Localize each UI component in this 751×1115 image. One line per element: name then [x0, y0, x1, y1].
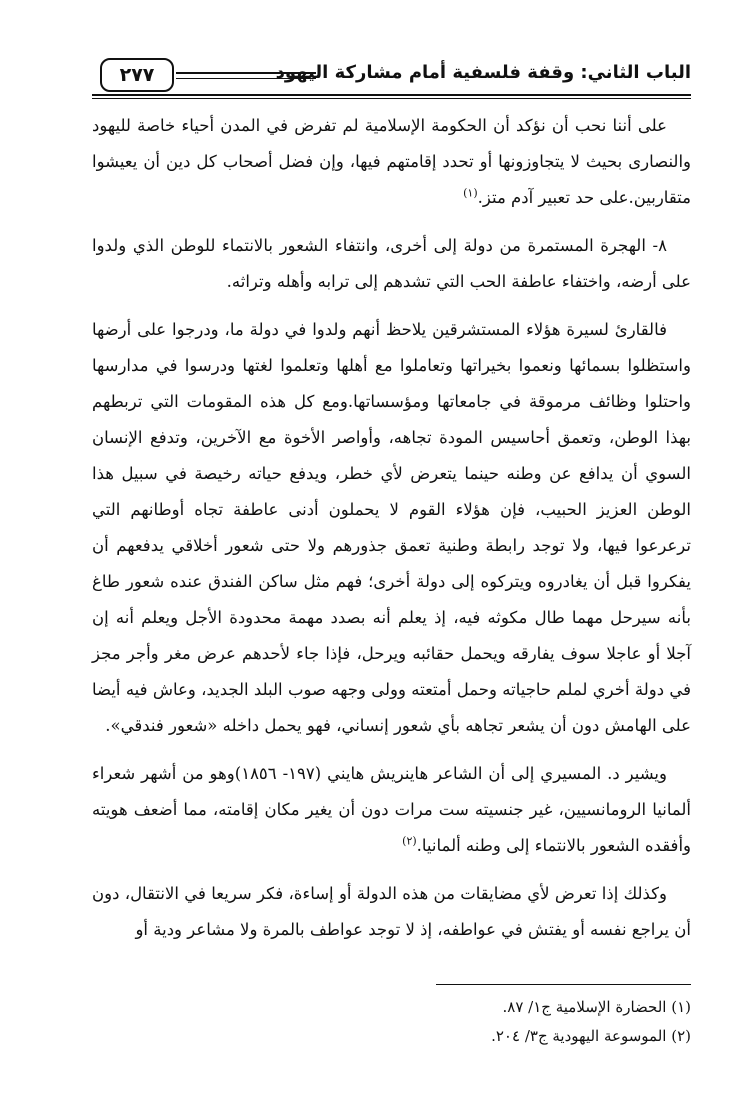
paragraph — [92, 312, 691, 744]
paragraph-text: ويشير د. المسيري إلى أن الشاعر هاينريش هايني (١٩٧- ١٨٥٦)وهو من أشهر شعراء ألمانيا الرومانسيين، غير جنسيته ست مرات دون أن يغير مكان إقامته، مما أضعف هويته وأفقده الشعور بالانتماء إلى وطنه ألمانيا. — [92, 764, 691, 855]
paragraph — [92, 228, 691, 300]
chapter-title: الباب الثاني: وقفة فلسفية أمام مشاركة اليهود — [275, 62, 691, 83]
page-header — [92, 58, 691, 98]
paragraph — [92, 876, 691, 948]
page-number: ٢٧٧ — [100, 58, 174, 92]
footnote-reference: (٢) — [402, 834, 417, 848]
paragraph-text: وكذلك إذا تعرض لأي مضايقات من هذه الدولة أو إساءة، فكر سريعا في الانتقال، دون أن يراجع نفسه أو يفتش في عواطفه، إذ لا توجد عواطف بالمرة ولا مشاعر ودية أو — [92, 884, 691, 939]
paragraph-text: فالقارئ لسيرة هؤلاء المستشرقين يلاحظ أنهم ولدوا في دولة ما، ودرجوا على أرضها واستظلوا بسمائها ونعموا بخيراتها وتعاملوا مع أهلها وتعلموا لغتها ودرسوا في مدارسها واحتلوا وظائف مرموقة في جامعاتها ومؤسساتها.ومع كل هذه المقومات التي تربطهم بهذا الوطن، وتعمق أحاسيس المودة تجاهه، وأواصر الأخوة مع الآخرين، وتدفع الإنسان السوي أن يدافع عن وطنه حينما يتعرض لأي خطر، ويدفع حياته رخيصة في سبيل هذا الوطن العزيز الحبيب، فإن هؤلاء القوم لا يحملون أدنى عاطفة تجاه أوطانهم التي ترعرعوا فيها، ولا توجد رابطة وطنية تعمق جذورهم ولا حتى شعور أخلاقي يدفعهم أن يفكروا قبل أن يغادروه ويتركوه إلى دولة أخرى؛ فهم مثل ساكن الفندق عنده شعور طاغ بأنه سيرحل مهما طال مكوثه فيه، إذ يعلم أنه بصدد مهمة محدودة الأجل ويعلم أنه إن آجلا أو عاجلا سوف يفارقه ويحمل حقائبه ويرحل، فإذا جاء لأحدهم عرض مغر وأجر مجز في دولة أخري لملم حاجياته وحمل أمتعته وولى وجهه صوب البلد الجديد، وعاش فيه أيضا على الهامش دون أن يشعر تجاهه بأي شعور إنساني، فهو يحمل داخله «شعور فندقي». — [92, 320, 691, 735]
footnote-item: (٢) الموسوعة اليهودية ج٣/ ٢٠٤. — [491, 1027, 691, 1045]
paragraph-text: ٨- الهجرة المستمرة من دولة إلى أخرى، وانتفاء الشعور بالانتماء للوطن الذي ولدوا على أرضه، واختفاء عاطفة الحب التي تشدهم إلى ترابه وأهله وتراثه. — [92, 236, 691, 291]
body-text — [92, 108, 691, 960]
paragraph — [92, 108, 691, 216]
footnote-divider — [436, 984, 691, 985]
header-divider-thin — [92, 98, 691, 99]
footnote-item: (١) الحضارة الإسلامية ج١/ ٨٧. — [502, 998, 691, 1016]
header-divider — [92, 94, 691, 96]
paragraph-text: على أننا نحب أن نؤكد أن الحكومة الإسلامية لم تفرض في المدن أحياء خاصة لليهود والنصارى بحيث لا يتجاوزونها أو تحدد إقامتهم فيها، وإن فضل أصحاب كل دين أن يعيشوا متقاربين.على حد تعبير آدم متز. — [92, 116, 691, 207]
header-decorative-line — [176, 72, 316, 74]
header-decorative-line-thin — [176, 78, 316, 79]
footnote-reference: (١) — [463, 186, 478, 200]
footnotes — [92, 993, 691, 1051]
paragraph — [92, 756, 691, 864]
